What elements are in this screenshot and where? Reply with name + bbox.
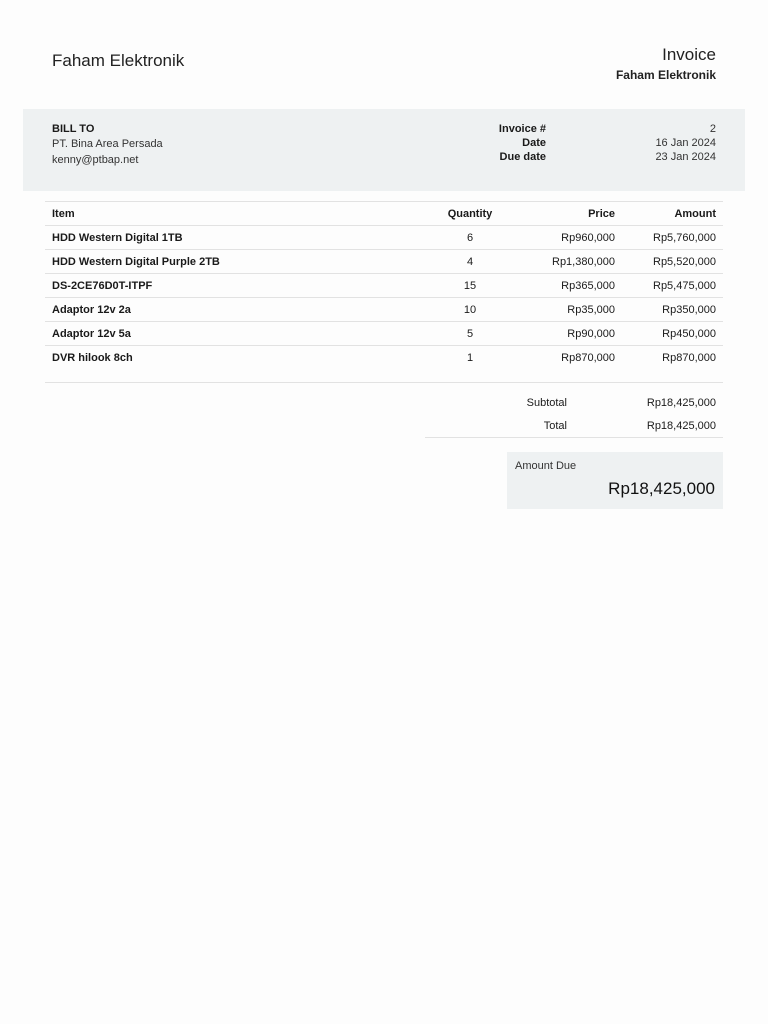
table-row (45, 225, 723, 249)
row-amount: Rp870,000 (662, 352, 716, 364)
row-price: Rp365,000 (561, 280, 615, 292)
row-amount: Rp5,520,000 (653, 256, 716, 268)
bill-to-name: PT. Bina Area Persada (52, 138, 163, 150)
header-item: Item (52, 208, 75, 220)
row-quantity: 15 (463, 280, 477, 292)
amount-due-box (507, 452, 723, 509)
row-quantity: 6 (466, 232, 474, 244)
company-name: Faham Elektronik (52, 51, 185, 70)
table-row (45, 273, 723, 297)
row-price: Rp90,000 (567, 328, 615, 340)
meta-value: 16 Jan 2024 (655, 137, 716, 149)
row-price: Rp960,000 (561, 232, 615, 244)
total-value: Rp18,425,000 (646, 420, 716, 432)
meta-due-date (383, 151, 716, 165)
document-company: Faham Elektronik (615, 68, 716, 82)
meta-value: 2 (709, 123, 716, 135)
row-quantity: 10 (463, 304, 477, 316)
table-row (45, 321, 723, 345)
totals-divider (425, 437, 723, 438)
table-divider (45, 382, 723, 383)
meta-key: Due date (499, 151, 546, 163)
row-quantity: 5 (466, 328, 474, 340)
meta-key: Invoice # (498, 123, 546, 135)
bill-to-email: kenny@ptbap.net (52, 154, 139, 166)
row-amount: Rp5,760,000 (653, 232, 716, 244)
invoice-info-band (23, 109, 745, 191)
row-amount: Rp5,475,000 (653, 280, 716, 292)
bill-to-label: BILL TO (52, 123, 95, 135)
table-row (45, 345, 723, 369)
subtotal-label: Subtotal (526, 397, 567, 409)
row-price: Rp1,380,000 (552, 256, 615, 268)
amount-due-label: Amount Due (515, 460, 577, 472)
meta-invoice-number (383, 123, 716, 137)
amount-due-value: Rp18,425,000 (608, 479, 715, 498)
table-row (45, 297, 723, 321)
row-amount: Rp450,000 (662, 328, 716, 340)
row-quantity: 4 (466, 256, 474, 268)
table-header-row (45, 201, 723, 225)
row-item: Adaptor 12v 5a (52, 328, 131, 340)
row-price: Rp870,000 (561, 352, 615, 364)
row-price: Rp35,000 (567, 304, 615, 316)
row-item: Adaptor 12v 2a (52, 304, 131, 316)
header-amount: Amount (674, 208, 716, 220)
row-item: DVR hilook 8ch (52, 352, 133, 364)
row-quantity: 1 (466, 352, 474, 364)
subtotal-value: Rp18,425,000 (646, 397, 716, 409)
meta-date (383, 137, 716, 151)
header-quantity: Quantity (447, 208, 493, 220)
line-items-table (45, 201, 723, 369)
row-amount: Rp350,000 (662, 304, 716, 316)
meta-key: Date (522, 137, 546, 149)
document-title: Invoice (662, 45, 716, 64)
header-price: Price (588, 208, 615, 220)
total-label: Total (543, 420, 567, 432)
row-item: HDD Western Digital 1TB (52, 232, 183, 244)
meta-value: 23 Jan 2024 (655, 151, 716, 163)
row-item: DS-2CE76D0T-ITPF (52, 280, 153, 292)
table-row (45, 249, 723, 273)
row-item: HDD Western Digital Purple 2TB (52, 256, 220, 268)
